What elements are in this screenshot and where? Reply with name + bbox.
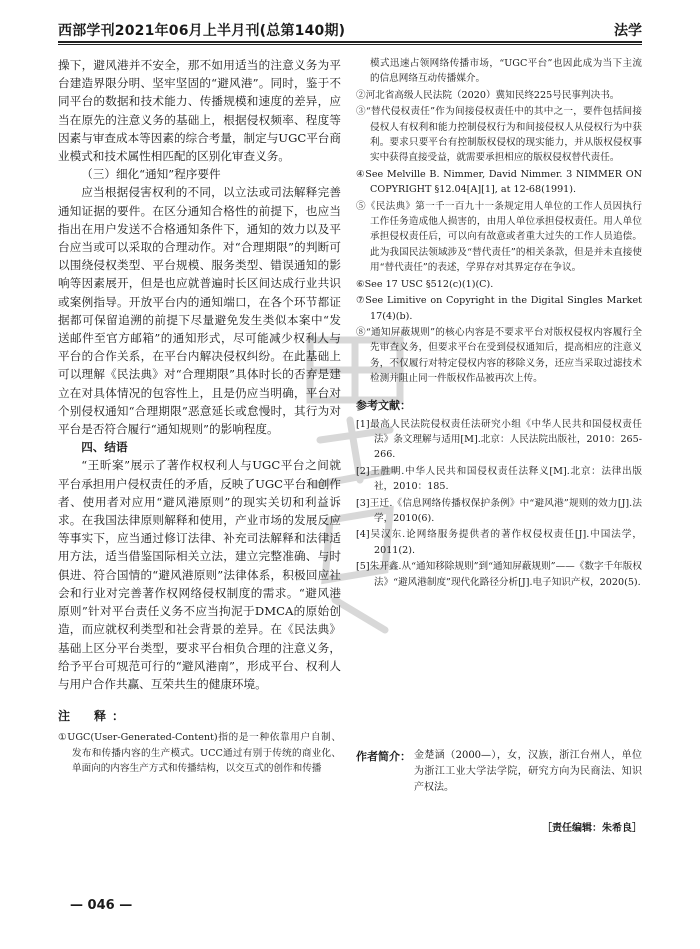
reference-item: [2]王胜明.中华人民共和国侵权责任法释义[M].北京：法律出版社，2010：185. [356, 465, 642, 493]
responsible-editor: ［责任编辑：朱希良］ [542, 823, 642, 834]
footnote: ①UGC(User-Generated-Content)指的是一种依靠用户自制、发布和传播内容的生产模式。UCC通过有别于传统的商业化、单面向的内容生产方式和传播结构，以交互式的创作和传播 [58, 732, 341, 774]
footnote: ②河北省高级人民法院（2020）冀知民终225号民事判决书。 [356, 89, 620, 101]
footnote: ⑥See 17 USC §512(c)(1)(C). [356, 278, 494, 290]
left-column [58, 56, 341, 777]
body-paragraph: 操下，避风港并不安全，那不如用适当的注意义务为平台建造界限分明、坚牢坚固的“避风港”。同时，鉴于不同平台的数据和技术能力、传播规模和速度的差异，应当在原先的注意义务的基础上，根据侵权频率、程度等因素与审查成本等因素的综合考量，制定与UGC平台商业模式和技术属性相匹配的区别化审查义务。 [58, 58, 341, 164]
section-label: 法学 [614, 23, 642, 39]
notes-title: 注 释： [58, 709, 131, 724]
author-bio-text: 金楚涵（2000—），女，汉族，浙江台州人，单位为浙江工业大学法学院，研究方向为民商法、知识产权法。 [414, 750, 642, 793]
footnote: ④See Melville B. Nimmer, David Nimmer. 3 NIMMER ON COPYRIGHT §12.04[A][1], at 12-68(1991). [356, 168, 642, 196]
footnote: ⑤《民法典》第一千一百九十一条规定用人单位的工作人员因执行工作任务造成他人损害的，由用人单位承担侵权责任。用人单位承担侵权责任后，可以向有故意或者重大过失的工作人员追偿。此为我国民法领域涉及“替代责任”的相关条款，但是并未直接使用“替代责任”的表述，学界存对其界定存在争议。 [356, 200, 642, 274]
page-number: — 046 — [70, 898, 133, 913]
reference-item: [1]最高人民法院侵权责任法研究小组《中华人民共和国侵权责任法》条文理解与适用[M].北京：人民法院出版社，2010：265-266. [356, 418, 642, 461]
subsection-heading: （三）细化“通知”程序要件 [81, 167, 221, 182]
footnote: ⑦See Limitive on Copyright in the Digital Singles Market 17(4)(b). [356, 295, 642, 322]
footnote: ⑧“通知屏蔽规则”的核心内容是不要求平台对版权侵权内容履行全先审查义务，但要求平台在受到侵权通知后，提高相应的注意义务，不仅履行对特定侵权内容的移除义务，还应当采取过滤技术检测并阻止同一件版权作品被再次上传。 [356, 326, 642, 385]
footnote: ③“替代侵权责任”作为间接侵权责任中的其中之一，要件包括间接侵权人有权利和能力控制侵权行为和间接侵权人从侵权行为中获利。要求只要平台有控制版权侵权的现实能力，并从版权侵权事实中获得直接受益，就需要承担相应的版权侵权替代责任。 [356, 106, 642, 164]
running-header [58, 18, 642, 40]
reference-item: [4]吴汉东.论网络服务提供者的著作权侵权责任[J].中国法学，2011(2). [356, 529, 642, 556]
footnote-continued: 模式迅速占领网络传播市场，“UGC平台”也因此成为当下主流的信息网络互动传播媒介。 [370, 58, 642, 85]
header-rule-thin [58, 44, 642, 45]
header-rule [58, 41, 642, 43]
right-column [356, 56, 642, 591]
author-bio-label: 作者简介： [356, 750, 411, 763]
reference-item: [3]王迁.《信息网络传播权保护条例》中“避风港”规则的效力[J].法学，2010(6). [356, 497, 642, 524]
reference-item: [5]朱开鑫.从“通知移除规则”到“通知屏蔽规则”——《数字千年版权法》“避风港制度”现代化路径分析[J].电子知识产权，2020(5). [356, 561, 642, 588]
body-paragraph: 应当根据侵害权利的不同，以立法或司法解释完善通知证据的要件。在区分通知合格性的前提下，也应当指出在用户发送不合格通知条件下，通知的效力以及平台应当或可以采取的合理动作。对“合理期限”的判断可以围绕侵权类型、平台规模、服务类型、错误通知的影响等因素展开，但是也应就普遍时长区间达成行业共识或案例指导。开放平台内的通知端口，在各个环节都证据都可保留追溯的前提下尽量避免发生类似本案中“发送邮件至官方邮箱”的通知形式，尽可能减少权利人与平台的合作关系，在平台内解决侵权纠纷。在此基础上可以理解《民法典》对“合理期限”具体时长的否弃是建立在对具体情况的包容性上，且是仍应当明确，平台对个别侵权通知“合理期限”恶意延长或怠慢时，其行为对平台是否符合履行“通知规则”的影响程度。 [58, 185, 341, 437]
references-title: 参考文献： [356, 398, 411, 412]
journal-title: 西部学刊2021年06月上半月刊(总第140期) [58, 23, 346, 39]
section-heading: 四、结语 [81, 440, 128, 455]
body-paragraph: “王昕案”展示了著作权权利人与UGC平台之间就平台承担用户侵权责任的矛盾，反映了UGC平台和创作者、使用者对应用“避风港原则”的现实关切和利益诉求。在我国法律原则解释和使用，产业市场的发展反应等事实下，应当通过修订法律、补充司法解释和法律适用方法，适当借鉴国际相关立法，建立完整准确、与时俱进、符合国情的“避风港原则”法律体系，积极回应社会和行业对完善著作权网络侵权制度的需求。“避风港原则”针对平台责任义务不应当拘泥于DMCA的原始创造，而应就权利类型和社会背景的差异。在《民法典》基础上区分平台类型，要求平台相负合理的注意义务，给予平台可规范可行的“避风港南”，形成平台、权利人与用户合作共赢、互荣共生的健康环境。 [58, 458, 341, 691]
